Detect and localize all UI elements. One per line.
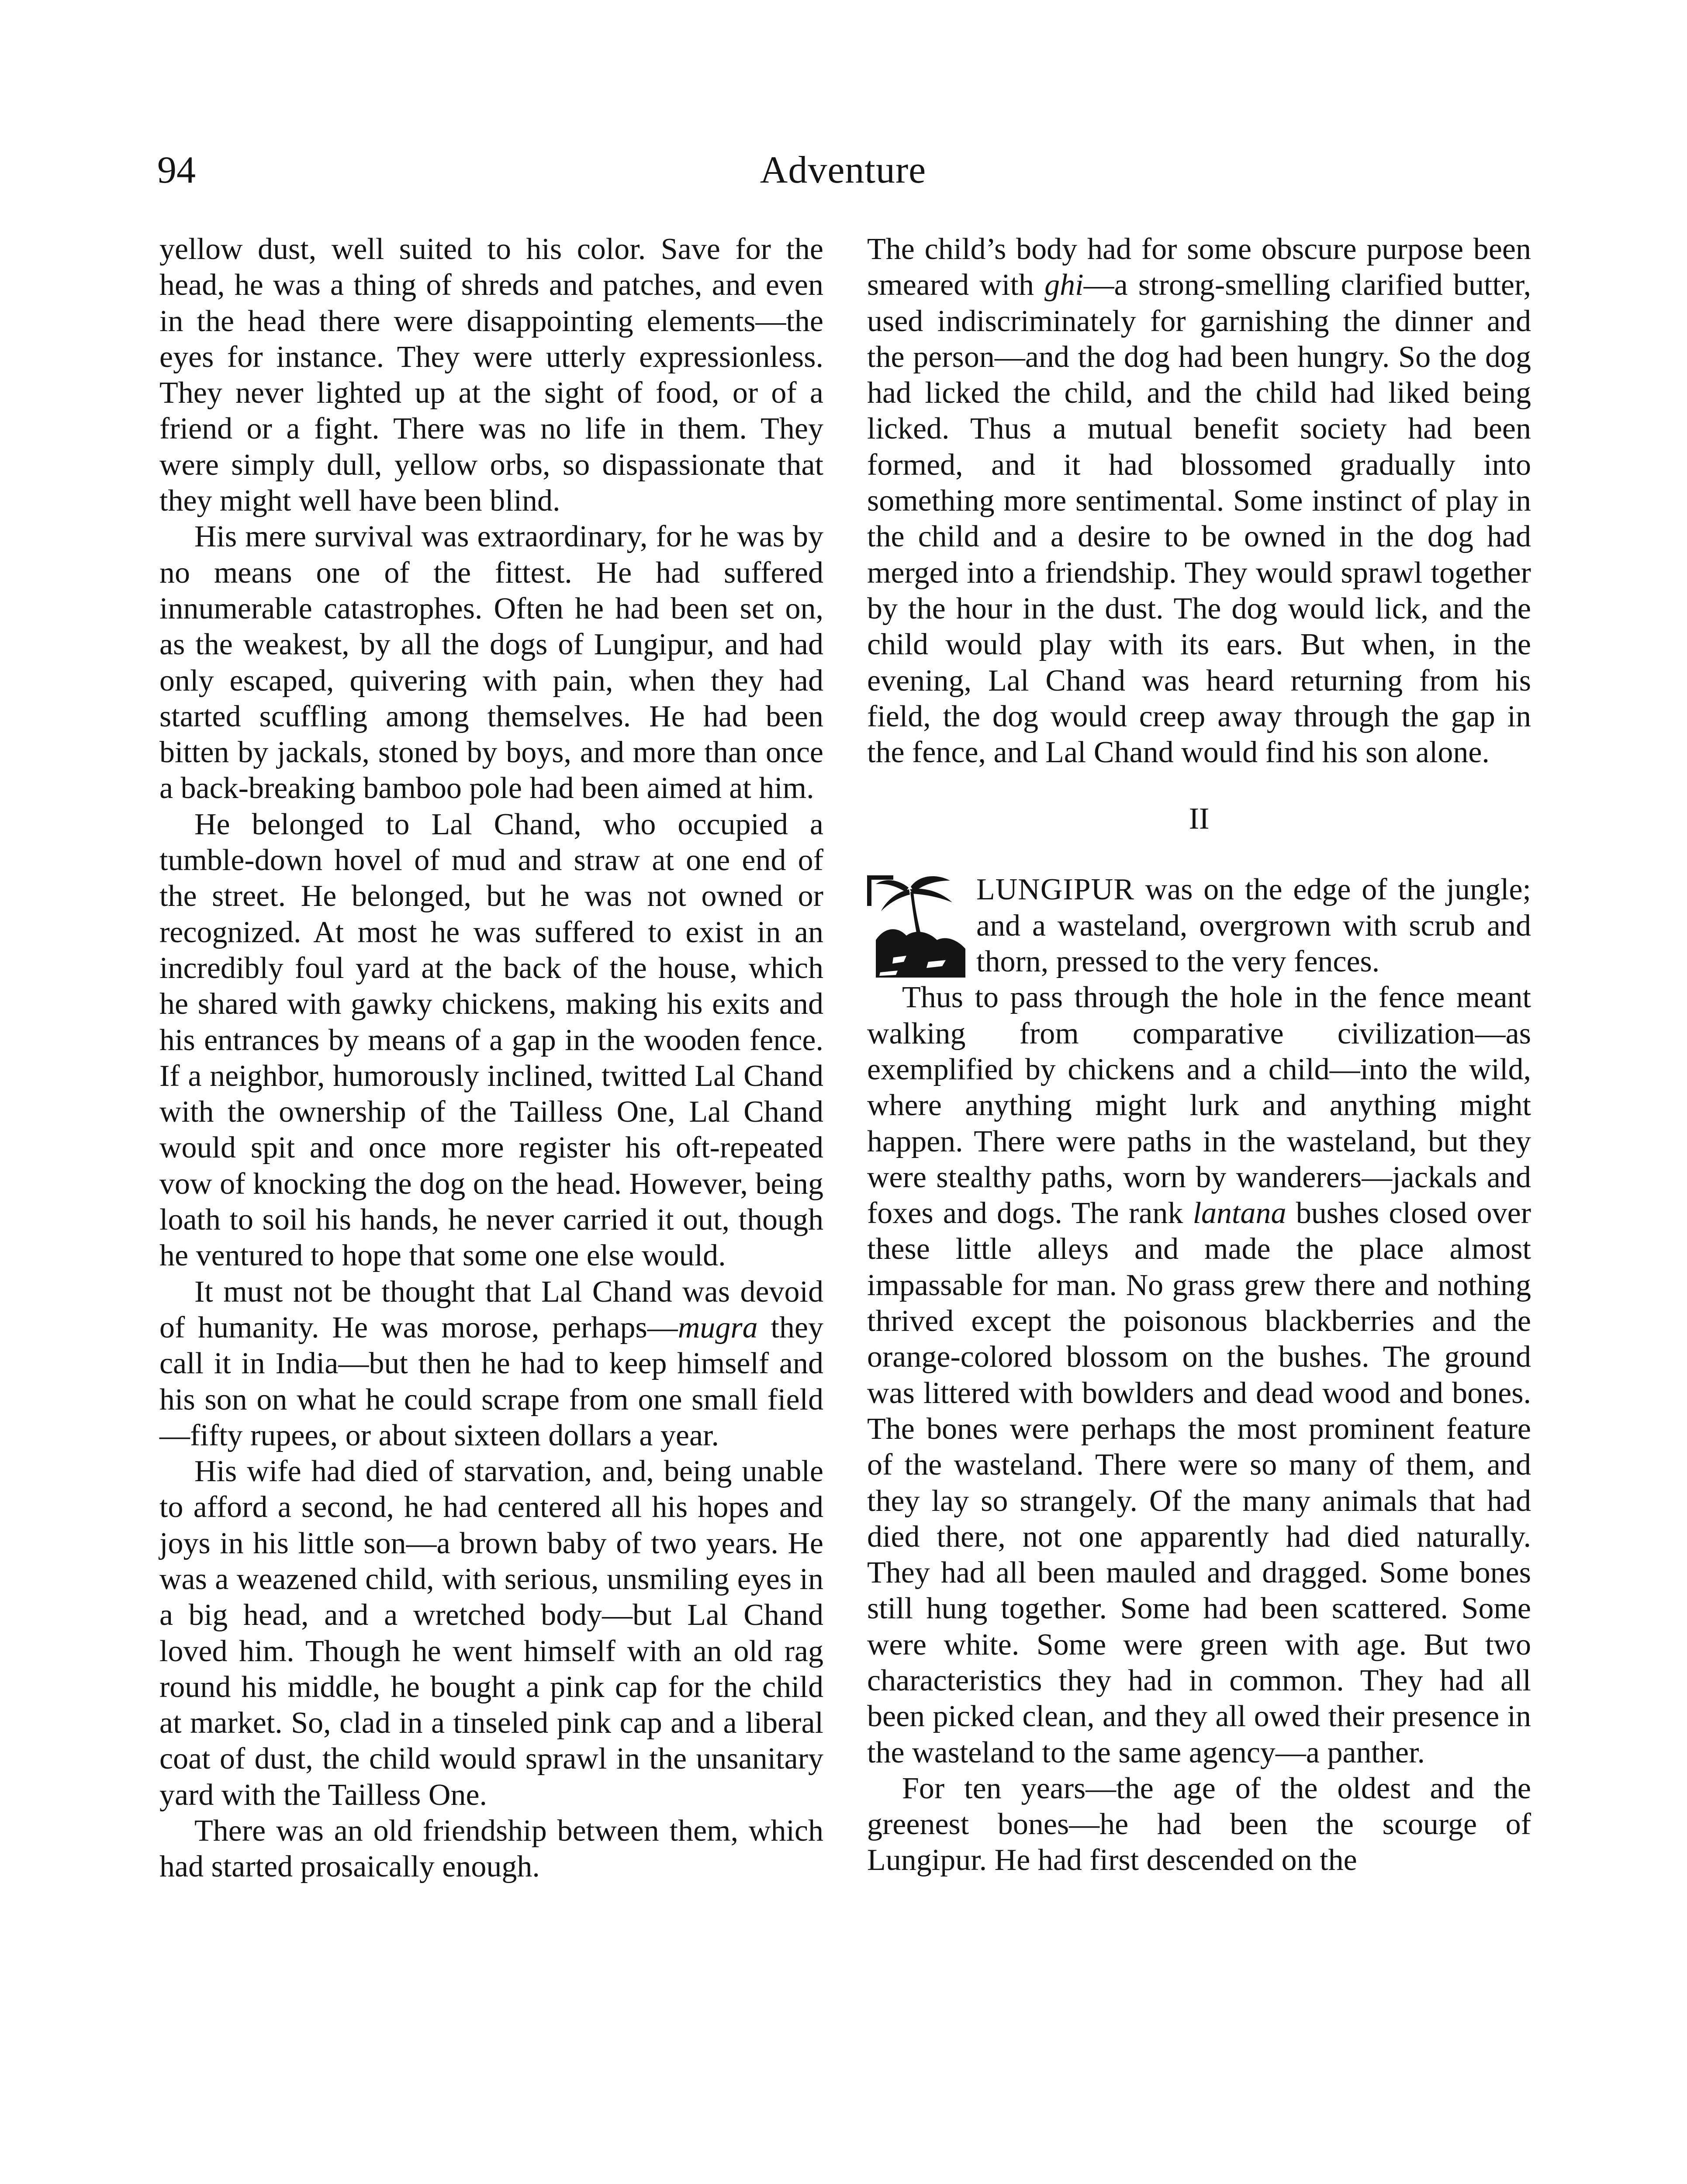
right-column (867, 232, 1531, 1879)
section-number: II (1189, 802, 1210, 836)
magazine-title: Adventure (760, 149, 926, 191)
italic-term: lantana (1193, 1196, 1286, 1230)
text-run: It must not be thought that Lal Chand was devoid of humanity. He was morose, perhaps— (159, 1275, 823, 1344)
jungle-palm-vignette-icon (867, 874, 968, 978)
paragraph (867, 232, 1531, 771)
paragraph (159, 1274, 823, 1454)
text-run: Thus to pass through the hole in the fence meant walking from comparative civilization—as exemplified by chickens and a child—into the wild, where anything might lurk and anything might happen. There were paths in the wasteland, but they were stealthy paths, worn by wanderers—jackals and foxes and dogs. The rank (867, 981, 1531, 1230)
left-column (159, 232, 823, 1885)
text-run: bushes closed over these little alleys and made the place almost impassable for man. No grass grew there and nothing thrived except the poisonous blackberries and the orange-colored blossom on the bushes. The ground was littered with bowlders and dead wood and bones. The bones were perhaps the most prominent feature of the wasteland. There were so many of them, and they lay so strangely. Of the many animals that had died there, not one apparently had died naturally. They had all been mauled and dragged. Some bones still hung together. Some had been scattered. Some were white. Some were green with age. But two characteristics they had in common. They had all been picked clean, and they all owed their presence in the wasteland to the same agency—a panther. (867, 1196, 1531, 1769)
page-header (157, 144, 1529, 197)
opening-word: LUNGIPUR (976, 873, 1134, 907)
paragraph: He belonged to Lal Chand, who occupied a tumble-down hovel of mud and straw at one end of the street. He belonged, but he was not owned or recognized. At most he was suffered to exist in an incredibly foul yard at the back of the house, which he shared with gawky chickens, making his exits and his entrances by means of a gap in the wooden fence. If a neighbor, humorously inclined, twitted Lal Chand with the ownership of the Tailless One, Lal Chand would spit and once more register his oft-repeated vow of knocking the dog on the head. However, being loath to soil his hands, he never carried it out, though he ventured to hope that some one else would. (159, 807, 823, 1273)
paragraph: His wife had died of starvation, and, being unable to afford a second, he had centered all his hopes and joys in his little son—a brown baby of two years. He was a weazened child, with serious, unsmiling eyes in a big head, and a wretched body—but Lal Chand loved him. Though he went himself with an old rag round his middle, he bought a pink cap for the child at market. So, clad in a tinseled pink cap and a liberal coat of dust, the child would sprawl in the unsanitary yard with the Tailless One. (159, 1455, 823, 1812)
section-opening-paragraph (867, 872, 1531, 980)
italic-term: mugra (678, 1310, 758, 1344)
text-run: The child’s body had for some obscure purpose been smeared with (867, 232, 1531, 302)
paragraph (867, 980, 1531, 1771)
page-number: 94 (157, 149, 196, 191)
paragraph: For ten years—the age of the oldest and the greenest bones—he had been the scourge of Lungipur. He had first descended on the (867, 1771, 1531, 1877)
paragraph: There was an old friendship between them, which had started prosaically enough. (159, 1814, 823, 1884)
text-run: —a strong-smelling clarified butter, used indiscriminately for garnishing the dinner and the person—and the dog had been hungry. So the dog had licked the child, and the child had liked being licked. Thus a mutual benefit society had been formed, and it had blossomed gradually into something more sentimental. Some instinct of play in the child and a desire to be owned in the dog had merged into a friendship. They would sprawl together by the hour in the dust. The dog would lick, and the child would play with its ears. But when, in the evening, Lal Chand was heard returning from his field, the dog would creep away through the gap in the fence, and Lal Chand would find his son alone. (867, 268, 1531, 770)
italic-term: ghi (1044, 268, 1084, 302)
paragraph: yellow dust, well suited to his color. Save for the head, he was a thing of shreds and patches, and even in the head there were disappointing elements—the eyes for instance. They were utterly expressionless. They never lighted up at the sight of food, or of a friend or a fight. There was no life in them. They were simply dull, yellow orbs, so dispassionate that they might well have been blind. (159, 232, 823, 518)
text-run: they call it in India—but then he had to keep himself and his son on what he could scrape from one small field—fifty rupees, or about sixteen dollars a year. (159, 1310, 823, 1452)
paragraph: His mere survival was extraordinary, for he was by no means one of the fittest. He had suffered innumerable catastrophes. Often he had been set on, as the weakest, by all the dogs of Lungipur, and had only escaped, quivering with pain, when they had started scuffling among themselves. He had been bitten by jackals, stoned by boys, and more than once a back-breaking bamboo pole had been aimed at him. (159, 520, 823, 805)
text-run: was on the edge of the jungle; and a wasteland, overgrown with scrub and thorn, pressed to the very fences. (976, 873, 1531, 979)
